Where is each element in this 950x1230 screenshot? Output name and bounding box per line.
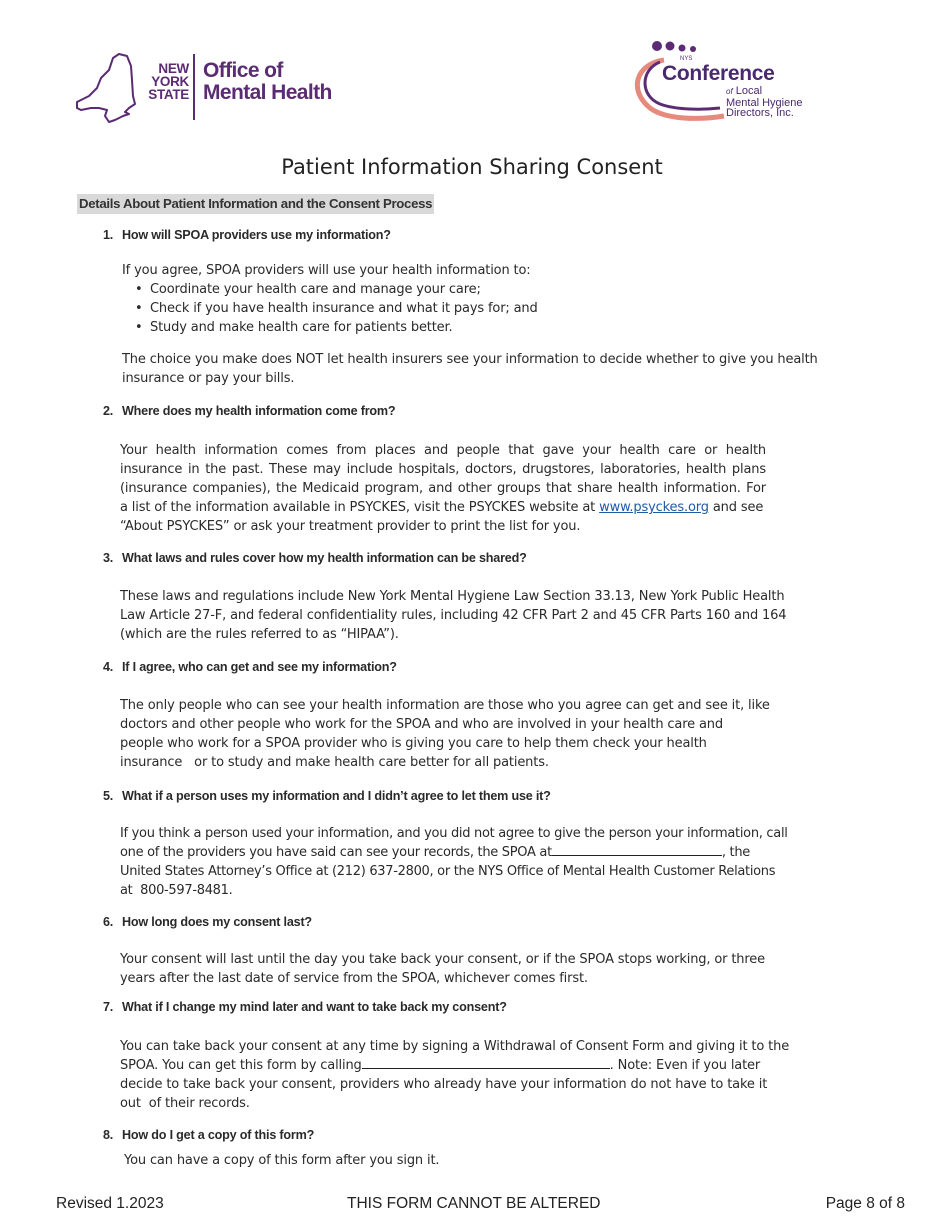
usage-bullet-list (122, 280, 538, 337)
omh-name-text: Office of Mental Health (203, 59, 332, 104)
new-york-state-map-icon (75, 52, 137, 124)
omh-state-text: NEW YORK STATE (148, 61, 189, 102)
question-8-answer: You can have a copy of this form after you sign it. (124, 1153, 440, 1168)
omh-logo-divider (193, 54, 195, 120)
section-heading: Details About Patient Information and the Consent Process (77, 194, 434, 214)
conference-title: Conference (662, 62, 775, 85)
question-1-answer: If you agree, SPOA providers will use your health information to: • Coordinate your health care and manage your care; • Check if you have health insurance and what it pays for; and • Study and make health care for patients better. (122, 261, 538, 337)
footer-revised: Revised 1.2023 (56, 1195, 164, 1212)
list-item: • Coordinate your health care and manage your care; (122, 280, 538, 299)
question-5-answer: If you think a person used your information, and you did not agree to give the person your information, call one of the providers you have said can see your records, the SPOA at , the United States Attorney’s Office at (212) 637-2800, or the NYS Office of Mental Health Customer Relations at 800-597-8481. (120, 826, 788, 898)
question-7-answer: You can take back your consent at any time by signing a Withdrawal of Consent Form and giving it to the SPOA. You can get this form by calling . Note: Even if you later decide to take back your consent, providers who already have your information do not have to take it out of their records. (120, 1039, 790, 1111)
question-4-answer: The only people who can see your health information are those who you agree can get and see it, like doctors and other people who work for the SPOA and who are involved in your health care and people who work for a SPOA provider who is giving you care to help them check your health insurance or to study and make health care better for all patients. (120, 698, 770, 770)
withdrawal-phone-blank[interactable] (362, 1056, 610, 1069)
list-item: • Study and make health care for patients better. (122, 318, 538, 337)
page-title: Patient Information Sharing Consent (281, 155, 663, 179)
question-3-answer: These laws and regulations include New York Mental Hygiene Law Section 33.13, New York Public Health Law Article 27-F, and federal confidentiality rules, including 42 CFR Part 2 and 45 CFR Parts 160 and 164 (which are the rules referred to as “HIPAA”). (120, 589, 787, 642)
conference-logo (620, 38, 840, 124)
question-1-note: The choice you make does NOT let health insurers see your information to decide whether to give you health insurance or pay your bills. (122, 352, 818, 386)
question-2-answer: Your health information comes from places and people that gave your health care or health insurance in the past. These may include hospitals, doctors, drugstores, laboratories, health plans (insurance companies), the Medicaid program, and other groups that share health information. For a list of the information available in PSYCKES, visit the PSYCKES website at www.psyckes.org and see “About PSYCKES” or ask your treatment provider to print the list for you. (120, 443, 766, 534)
psyckes-website-link[interactable]: www.psyckes.org (599, 500, 709, 515)
footer-page-number: Page 8 of 8 (825, 1195, 905, 1212)
footer-notice: THIS FORM CANNOT BE ALTERED (347, 1195, 601, 1212)
conference-nys-label: NYS (680, 56, 693, 62)
conference-subtitle: of Local Mental Hygiene Directors, Inc. (726, 85, 803, 119)
omh-logo (75, 50, 365, 126)
question-6-answer: Your consent will last until the day you take back your consent, or if the SPOA stops working, or three years after the last date of service from the SPOA, whichever comes first. (120, 952, 765, 986)
list-item: • Check if you have health insurance and what it pays for; and (122, 299, 538, 318)
spoa-phone-blank[interactable] (552, 843, 722, 856)
